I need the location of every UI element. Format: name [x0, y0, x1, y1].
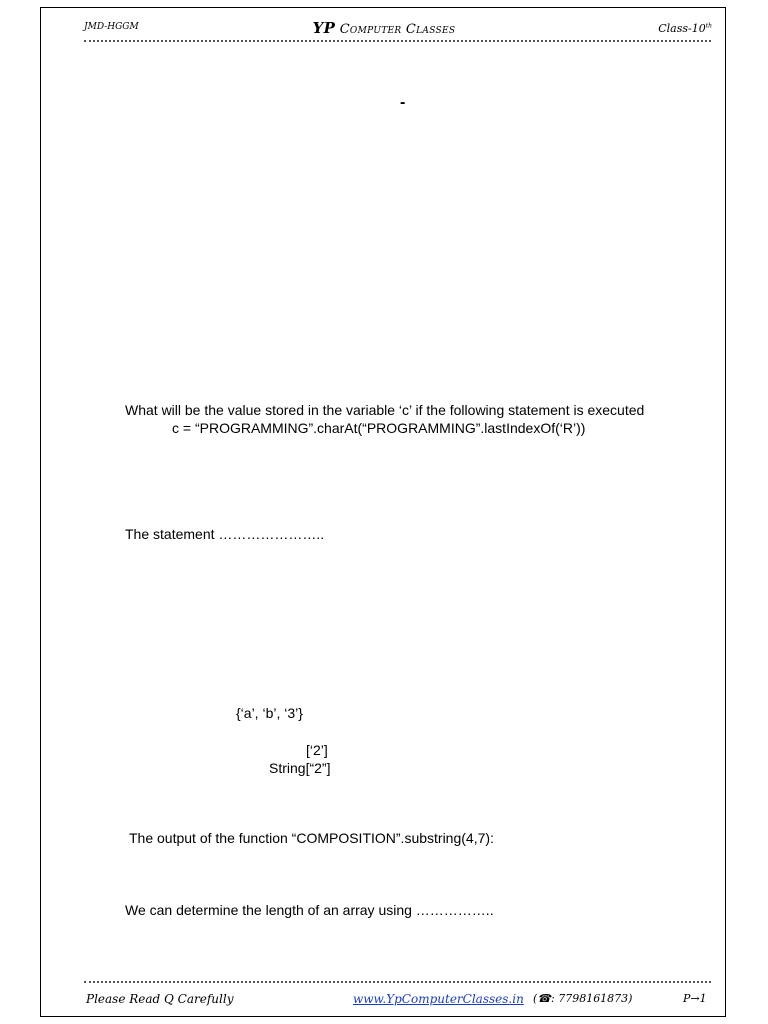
- option-set: {‘a’, ‘b’, ‘3’}: [236, 705, 303, 721]
- question-4: We can determine the length of an array using ……………..: [125, 902, 494, 918]
- footer-website-link[interactable]: www.YpComputerClasses.in: [353, 992, 524, 1006]
- question-1-line-1: What will be the value stored in the variable ‘c’ if the following statement is executed: [125, 402, 645, 418]
- option-string-array: String[“2”]: [269, 760, 331, 776]
- header-title-prefix: YP: [312, 19, 336, 37]
- question-2: The statement …………………..: [125, 526, 325, 542]
- header-divider: [84, 40, 711, 42]
- question-3: The output of the function “COMPOSITION”.substring(4,7):: [129, 830, 494, 846]
- option-char-array: [‘2’]: [306, 742, 328, 758]
- page-border: [40, 7, 726, 1017]
- header-title-rest: Computer Classes: [339, 22, 456, 37]
- dash-mark: -: [400, 94, 406, 111]
- footer-divider: [84, 981, 711, 983]
- footer-phone: (☎: 7798161873): [533, 992, 633, 1005]
- question-1-line-2: c = “PROGRAMMING”.charAt(“PROGRAMMING”.lastIndexOf(‘R’)): [172, 420, 586, 436]
- header-class-main: Class-10: [658, 22, 706, 35]
- footer-page-number: P→1: [683, 992, 707, 1005]
- footer-note: Please Read Q Carefully: [86, 992, 234, 1006]
- header-class-sup: th: [705, 22, 712, 30]
- header-class: [620, 22, 712, 35]
- header-code: JMD-HGGM: [84, 22, 139, 32]
